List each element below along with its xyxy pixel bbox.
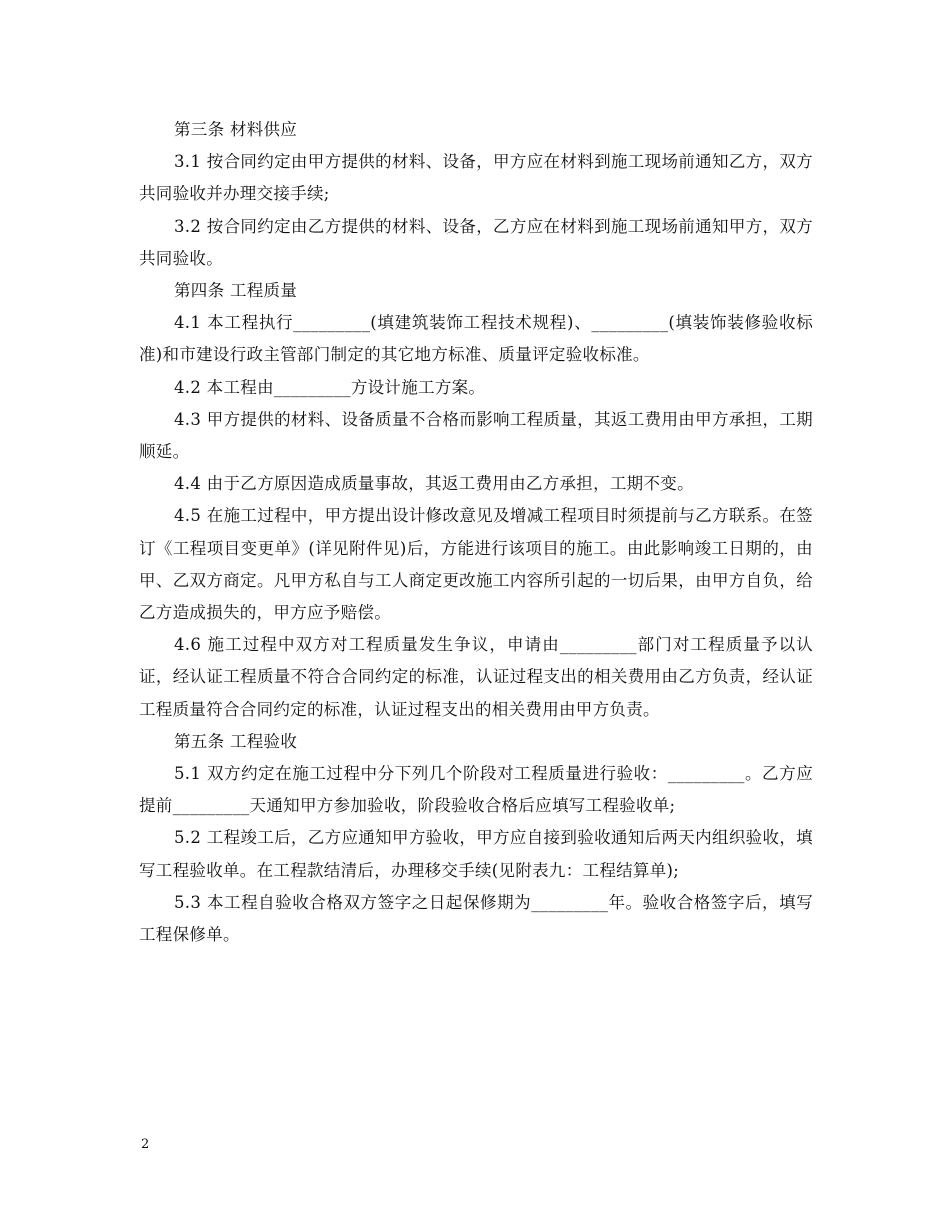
section-heading-4: 第四条 工程质量 <box>174 281 298 301</box>
clause-3-1: 3.1 按合同约定由甲方提供的材料、设备，甲方应在材料到施工现场前通知乙方，双方共同验收并办理交接手续; <box>139 152 813 204</box>
clause-4-4: 4.4 由于乙方原因造成质量事故，其返工费用由乙方承担，工期不变。 <box>174 474 694 494</box>
clause-5-2: 5.2 工程竣工后，乙方应通知甲方验收，甲方应自接到验收通知后两天内组织验收，填写工程验收单。在工程款结清后，办理移交手续(见附表九：工程结算单); <box>139 828 813 880</box>
document-body <box>139 114 813 951</box>
clause-3-2: 3.2 按合同约定由乙方提供的材料、设备，乙方应在材料到施工现场前通知甲方，双方共同验收。 <box>139 216 813 268</box>
section-heading-5: 第五条 工程验收 <box>174 731 298 751</box>
clause-4-5: 4.5 在施工过程中，甲方提出设计修改意见及增减工程项目时须提前与乙方联系。在签订《工程项目变更单》(详见附件见)后，方能进行该项目的施工。由此影响竣工日期的，由甲、乙双方商定。凡甲方私自与工人商定更改施工内容所引起的一切后果，由甲方自负，给乙方造成损失的，甲方应予赔偿。 <box>139 506 813 623</box>
clause-4-1: 4.1 本工程执行_________(填建筑装饰工程技术规程)、_________(填装饰装修验收标准)和市建设行政主管部门制定的其它地方标准、质量评定验收标准。 <box>139 313 813 365</box>
clause-4-3: 4.3 甲方提供的材料、设备质量不合格而影响工程质量，其返工费用由甲方承担，工期顺延。 <box>139 409 813 462</box>
clause-4-2: 4.2 本工程由_________方设计施工方案。 <box>174 377 486 397</box>
page-number: 2 <box>141 1137 150 1152</box>
clause-5-1: 5.1 双方约定在施工过程中分下列几个阶段对工程质量进行验收：_________。乙方应提前_________天通知甲方参加验收，阶段验收合格后应填写工程验收单; <box>139 764 813 816</box>
clause-4-6: 4.6 施工过程中双方对工程质量发生争议，申请由_________部门对工程质量予以认证，经认证工程质量不符合合同约定的标准，认证过程支出的相关费用由乙方负责，经认证工程质量符合合同约定的标准，认证过程支出的相关费用由甲方负责。 <box>139 635 813 719</box>
section-heading-3: 第三条 材料供应 <box>174 120 298 139</box>
clause-5-3: 5.3 本工程自验收合格双方签字之日起保修期为_________年。验收合格签字后，填写工程保修单。 <box>139 892 813 945</box>
